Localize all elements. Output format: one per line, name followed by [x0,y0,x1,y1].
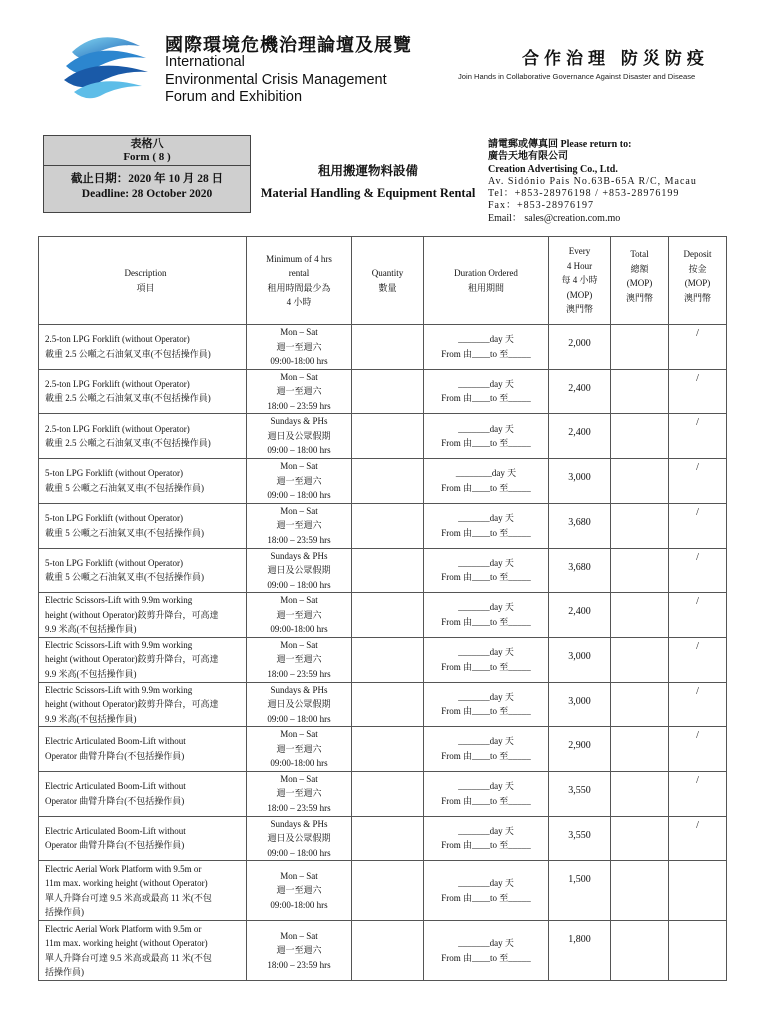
rental-period [247,593,352,638]
item-description-line: 5-ton LPG Forklift (without Operator) [45,468,183,479]
header-quantity-zh: 數量 [378,282,397,293]
item-description-line: Electric Scissors-Lift with 9.9m working [45,595,193,605]
forum-title-zh: 國際環境危機治理論壇及展覽 [165,35,412,56]
duration-field[interactable] [424,503,549,548]
header-total-line-3: (MOP) [626,278,653,288]
duration-field[interactable] [424,637,549,682]
unit-price: 3,000 [549,637,611,682]
header-total-line-1: Total [630,249,649,259]
table-header-row [39,237,727,325]
header-minimum-line-3: 租用時間最少為 [267,282,331,293]
rental-period-line: Mon – Sat [280,639,318,650]
item-description-line: 11m max. working height (without Operator) [45,938,208,948]
item-description [39,727,247,772]
rental-period [247,921,352,981]
document-title-en: Material Handling & Equipment Rental [260,186,476,200]
item-description [39,637,247,682]
total-field[interactable] [611,771,669,816]
rental-period-line: Sundays & PHs [270,550,328,561]
item-description-line: 載重 5 公噸之石油氣叉車(不包括操作員) [45,527,204,538]
rental-period-line: 週一至週六 [276,520,322,531]
rental-period-line: 09:00 – 18:00 hrs [267,847,331,858]
item-description-line: Operator 曲臂升降台(不包括操作員) [45,750,185,761]
duration-days: _______day 天 [458,602,514,613]
total-field[interactable] [611,325,669,370]
header-price-line-5: 澳門幣 [565,304,593,315]
duration-from-to: From 由____to 至_____ [441,572,531,583]
total-field[interactable] [611,414,669,459]
deposit-value: / [669,816,727,861]
form-number-box [43,135,251,213]
duration-days: _______day 天 [458,557,514,568]
unit-price: 2,900 [549,727,611,772]
rental-period [247,459,352,504]
item-description-line: 9.9 米高(不包括操作員) [45,713,137,724]
duration-days: ________day 天 [455,468,517,479]
rental-period [247,771,352,816]
rental-period-line: Mon – Sat [280,327,318,337]
quantity-field[interactable] [352,325,424,370]
duration-days: _______day 天 [458,878,514,888]
header-deposit-line-1: Deposit [683,249,712,259]
item-description [39,682,247,727]
duration-from-to: From 由____to 至_____ [441,795,531,806]
rental-period [247,325,352,370]
deposit-value [669,861,727,921]
header-price-line-4: (MOP) [566,289,593,300]
duration-from-to: From 由____to 至_____ [441,840,531,851]
item-description-line: Operator 曲臂升降台(不包括操作員) [45,840,185,851]
item-description [39,503,247,548]
total-field[interactable] [611,503,669,548]
rental-period-line: 09:00-18:00 hrs [270,758,328,768]
total-field[interactable] [611,593,669,638]
unit-price: 2,000 [549,325,611,370]
duration-days: _______day 天 [458,334,514,345]
deposit-value: / [669,682,727,727]
rental-period [247,727,352,772]
header-duration-zh: 租用期間 [467,282,504,293]
header-quantity-en: Quantity [371,268,404,278]
unit-price: 3,000 [549,459,611,504]
item-description [39,921,247,981]
total-field[interactable] [611,548,669,593]
header-duration-en: Duration Ordered [454,268,518,278]
company-address: Av. Sidónio Pais No.63B-65A R/C, Macau [488,175,697,187]
duration-from-to: From 由____to 至_____ [441,616,531,627]
rental-period-line: 09:00 – 18:00 hrs [267,490,331,500]
rental-period-line: 09:00-18:00 hrs [270,624,328,634]
rental-period-line: 09:00-18:00 hrs [270,899,328,910]
duration-days: _______day 天 [458,691,514,702]
table-row [39,548,727,593]
total-field[interactable] [611,637,669,682]
item-description-line: 括操作員) [45,907,84,917]
rental-period-line: 週一至週六 [276,341,322,352]
duration-field[interactable] [424,414,549,459]
item-description [39,414,247,459]
duration-field[interactable] [424,593,549,638]
duration-from-to: From 由____to 至_____ [441,438,531,448]
duration-from-to: From 由____to 至_____ [441,750,531,761]
form-number-zh: 表格八 [130,138,164,150]
rental-period [247,682,352,727]
rental-period-line: 週一至週六 [276,788,322,799]
header-minimum-line-1: Minimum of 4 hrs [266,253,332,264]
forum-title-en-line-2: Environmental Crisis Management [165,71,387,88]
item-description-line: Electric Articulated Boom-Lift without [45,736,186,747]
rental-period-line: 18:00 – 23:59 hrs [267,400,331,411]
rental-period-line: Sundays & PHs [270,818,328,829]
rental-period-line: Mon – Sat [280,773,318,784]
item-description [39,771,247,816]
duration-field[interactable] [424,548,549,593]
item-description [39,593,247,638]
unit-price: 3,000 [549,682,611,727]
rental-period-line: 週日及公眾假期 [267,833,331,843]
header-total-line-2: 總額 [630,263,649,274]
item-description-line: Electric Articulated Boom-Lift without [45,781,186,791]
total-field[interactable] [611,727,669,772]
unit-price: 3,550 [549,816,611,861]
table-row [39,325,727,370]
header-minimum-rental [247,237,352,325]
rental-period-line: Mon – Sat [280,595,318,605]
deposit-value [669,921,727,981]
deposit-value: / [669,503,727,548]
item-description-line: 5-ton LPG Forklift (without Operator) [45,557,183,568]
item-description-line: height (without Operator)鉸剪升降台，可高達 [45,654,219,665]
item-description [39,816,247,861]
deposit-value: / [669,369,727,414]
deposit-value: / [669,593,727,638]
duration-field[interactable] [424,682,549,727]
duration-field[interactable] [424,771,549,816]
rental-period-line: 週日及公眾假期 [267,565,331,575]
rental-items-table [38,236,727,981]
duration-field[interactable] [424,369,549,414]
rental-period-line: Mon – Sat [280,505,318,516]
header-deposit-line-2: 按金 [688,263,707,274]
duration-days: _______day 天 [458,647,514,657]
rental-period-line: 09:00-18:00 hrs [270,356,328,366]
table-row [39,369,727,414]
duration-field[interactable] [424,861,549,921]
rental-period [247,816,352,861]
rental-period [247,548,352,593]
table-row [39,459,727,504]
item-description [39,325,247,370]
header-price-line-3: 每 4 小時 [561,275,598,286]
item-description-line: Electric Scissors-Lift with 9.9m working [45,639,193,650]
slogan: 合作治理 防災防疫 [522,49,709,69]
unit-price: 1,800 [549,921,611,981]
company-fax: Fax：+853-28976197 [488,200,594,212]
table-row [39,921,727,981]
header-deposit-line-3: (MOP) [684,278,711,288]
deadline-en: Deadline: 28 October 2020 [81,188,213,200]
form-number-en: Form ( 8 ) [123,151,171,163]
header-duration [424,237,549,325]
rental-period-line: 18:00 – 23:59 hrs [267,959,331,970]
quantity-field[interactable] [352,727,424,772]
forum-logo [60,32,150,104]
duration-from-to: From 由____to 至_____ [441,952,531,963]
deposit-value: / [669,548,727,593]
item-description-line: 2.5-ton LPG Forklift (without Operator) [45,378,190,389]
document-title [252,160,484,204]
quantity-field[interactable] [352,816,424,861]
header-description-en: Description [124,268,167,278]
total-field[interactable] [611,682,669,727]
deposit-value: / [669,637,727,682]
unit-price: 1,500 [549,861,611,921]
duration-days: _______day 天 [458,513,514,523]
quantity-field[interactable] [352,414,424,459]
quantity-field[interactable] [352,459,424,504]
slogan-subtitle: Join Hands in Collaborative Governance Against Disaster and Disease [458,72,696,81]
header-price [549,237,611,325]
quantity-field[interactable] [352,771,424,816]
company-email: Email： sales@creation.com.mo [488,212,621,224]
quantity-field[interactable] [352,593,424,638]
rental-period [247,637,352,682]
quantity-field[interactable] [352,369,424,414]
duration-from-to: From 由____to 至_____ [441,892,531,903]
deposit-value: / [669,727,727,772]
total-field[interactable] [611,921,669,981]
table-row [39,593,727,638]
item-description-line: 載重 5 公噸之石油氣叉車(不包括操作員) [45,482,204,493]
item-description-line: height (without Operator)鉸剪升降台，可高達 [45,609,219,620]
header-minimum-line-4: 4 小時 [286,297,312,307]
rental-period [247,369,352,414]
unit-price: 3,550 [549,771,611,816]
table-row [39,682,727,727]
return-to-contact [488,139,697,225]
item-description-line: 9.9 米高(不包括操作員) [45,624,137,634]
table-row [39,861,727,921]
table-row [39,414,727,459]
header-description [39,237,247,325]
item-description-line: 9.9 米高(不包括操作員) [45,668,137,679]
header-deposit [669,237,727,325]
header-quantity [352,237,424,325]
table-row [39,503,727,548]
table-row [39,771,727,816]
document-title-zh: 租用搬運物料設備 [317,164,418,178]
rental-period-line: Sundays & PHs [270,416,328,427]
return-to-heading: 請電郵或傳真回 Please return to: [488,139,632,150]
item-description [39,548,247,593]
quantity-field[interactable] [352,548,424,593]
deposit-value: / [669,459,727,504]
rental-period-line: 週一至週六 [276,475,322,486]
header-minimum-line-2: rental [288,268,310,278]
deposit-value: / [669,414,727,459]
duration-from-to: From 由____to 至_____ [441,393,531,404]
item-description-line: 單人升降台可達 9.5 米高或最高 11 米(不包 [45,952,212,963]
item-description-line: Electric Aerial Work Platform with 9.5m or [45,923,202,934]
rental-period-line: 週日及公眾假期 [267,699,331,709]
duration-from-to: From 由____to 至_____ [441,348,531,359]
rental-period-line: Mon – Sat [280,371,318,382]
item-description-line: 11m max. working height (without Operator) [45,878,208,888]
duration-field[interactable] [424,727,549,772]
header-total [611,237,669,325]
forum-title-en-line-3: Forum and Exhibition [165,89,303,105]
rental-period-line: 週一至週六 [276,386,322,396]
rental-period-line: Mon – Sat [280,930,318,941]
item-description-line: Electric Aerial Work Platform with 9.5m or [45,863,202,874]
duration-days: _______day 天 [458,781,514,791]
forum-title-en-line-1: International [165,54,245,70]
duration-from-to: From 由____to 至_____ [441,706,531,717]
item-description-line: 括操作員) [45,967,84,977]
unit-price: 2,400 [549,414,611,459]
duration-field[interactable] [424,816,549,861]
quantity-field[interactable] [352,637,424,682]
item-description-line: Electric Scissors-Lift with 9.9m working [45,684,193,695]
item-description [39,459,247,504]
rental-period-line: 09:00 – 18:00 hrs [267,579,331,590]
total-field[interactable] [611,816,669,861]
duration-days: _______day 天 [458,825,514,836]
unit-price: 3,680 [549,503,611,548]
duration-field[interactable] [424,921,549,981]
table-row [39,727,727,772]
item-description-line: 2.5-ton LPG Forklift (without Operator) [45,334,190,345]
rental-period-line: 週一至週六 [276,609,322,620]
item-description-line: 載重 2.5 公噸之石油氣叉車(不包括操作員) [45,393,211,404]
total-field[interactable] [611,459,669,504]
rental-period-line: Mon – Sat [280,461,318,471]
rental-period [247,503,352,548]
rental-period-line: Mon – Sat [280,729,318,739]
item-description-line: 載重 2.5 公噸之石油氣叉車(不包括操作員) [45,438,211,448]
item-description [39,861,247,921]
duration-days: _______day 天 [458,423,514,434]
duration-field[interactable] [424,459,549,504]
item-description-line: height (without Operator)鉸剪升降台，可高達 [45,699,219,709]
item-description-line: 5-ton LPG Forklift (without Operator) [45,513,183,523]
rental-period-line: 18:00 – 23:59 hrs [267,802,331,813]
rental-period-line: 09:00 – 18:00 hrs [267,445,331,456]
rental-period-line: 18:00 – 23:59 hrs [267,668,331,679]
total-field[interactable] [611,369,669,414]
company-tel: Tel：+853-28976198 / +853-28976199 [488,188,680,200]
header-deposit-line-4: 澳門幣 [683,292,711,303]
item-description-line: Electric Articulated Boom-Lift without [45,825,186,836]
quantity-field[interactable] [352,921,424,981]
duration-field[interactable] [424,325,549,370]
deposit-value: / [669,325,727,370]
rental-period-line: 週一至週六 [276,885,322,896]
item-description [39,369,247,414]
item-description-line: 載重 2.5 公噸之石油氣叉車(不包括操作員) [45,348,211,359]
deadline-zh: 截止日期：2020 年 10 月 28 日 [70,173,224,185]
rental-period-line: 週一至週六 [276,654,322,665]
deposit-value: / [669,771,727,816]
duration-from-to: From 由____to 至_____ [441,661,531,672]
duration-days: _______day 天 [458,378,514,389]
duration-days: _______day 天 [458,938,514,948]
rental-period-line: 週一至週六 [276,945,322,956]
rental-period-line: 週一至週六 [276,743,322,754]
duration-days: _______day 天 [458,736,514,747]
quantity-field[interactable] [352,503,424,548]
rental-period-line: 09:00 – 18:00 hrs [267,713,331,724]
rental-period-line: 18:00 – 23:59 hrs [267,534,331,545]
company-name-zh: 廣告天地有限公司 [488,151,568,163]
header-description-zh: 項目 [136,282,155,293]
item-description-line: 2.5-ton LPG Forklift (without Operator) [45,423,190,434]
duration-from-to: From 由____to 至_____ [441,527,531,538]
item-description-line: Operator 曲臂升降台(不包括操作員) [45,795,185,806]
rental-period [247,861,352,921]
forum-title-en [165,54,387,107]
item-description-line: 載重 5 公噸之石油氣叉車(不包括操作員) [45,572,204,583]
total-field[interactable] [611,861,669,921]
header-price-line-1: Every [568,246,591,257]
unit-price: 2,400 [549,369,611,414]
header-total-line-4: 澳門幣 [625,292,653,303]
unit-price: 3,680 [549,548,611,593]
unit-price: 2,400 [549,593,611,638]
rental-period [247,414,352,459]
table-row [39,816,727,861]
duration-from-to: From 由____to 至_____ [441,482,531,493]
table-row [39,637,727,682]
rental-period-line: Sundays & PHs [270,684,328,695]
rental-period-line: Mon – Sat [280,870,318,881]
item-description-line: 單人升降台可達 9.5 米高或最高 11 米(不包 [45,892,212,903]
quantity-field[interactable] [352,861,424,921]
header-price-line-2: 4 Hour [566,260,593,271]
rental-period-line: 週日及公眾假期 [267,430,331,441]
quantity-field[interactable] [352,682,424,727]
company-name-en: Creation Advertising Co., Ltd. [488,163,618,175]
